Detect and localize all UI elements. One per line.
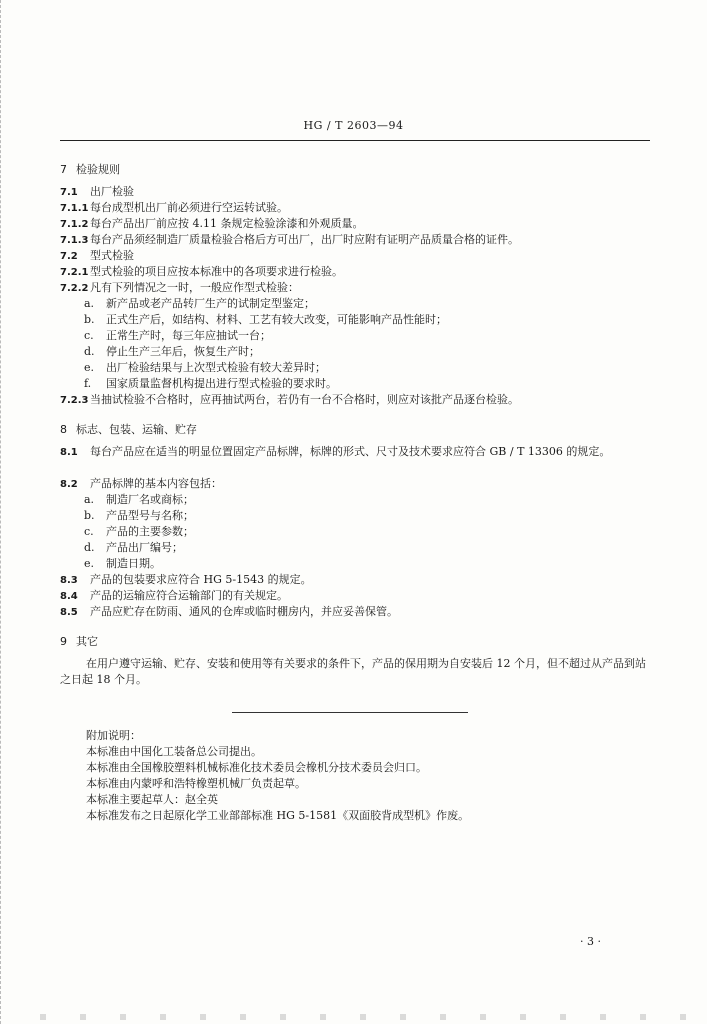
additional-notes (86, 728, 646, 824)
note-line: 本标准由全国橡胶塑料机械标准化技术委员会橡机分技术委员会归口。 (86, 761, 427, 774)
list-item: d. 停止生产三年后，恢复生产时； (84, 345, 260, 358)
section-9-heading: 9 其它 (60, 635, 98, 648)
clause-8-2: 8.2 产品标牌的基本内容包括： (60, 477, 222, 490)
clause-7-2-3: 7.2.3 当抽试检验不合格时，应再抽试两台，若仍有一台不合格时，则应对该批产品逐台检验。 (60, 393, 519, 406)
list-item: f. 国家质量监督机构提出进行型式检验的要求时。 (84, 377, 337, 390)
list-item: c. 正常生产时，每三年应抽试一台； (84, 329, 271, 342)
section-8-heading: 8 标志、包装、运输、贮存 (60, 423, 197, 436)
clause-8-1: 8.1 每台产品应在适当的明显位置固定产品标牌，标牌的形式、尺寸及技术要求应符合 GB / T 13306 的规定。 (60, 445, 611, 458)
notes-divider (232, 712, 468, 713)
note-line: 本标准发布之日起原化学工业部部标准 HG 5-1581《双面胶背成型机》作废。 (86, 809, 470, 822)
clause-7-1-2: 7.1.2 每台产品出厂前应按 4.11 条规定检验涂漆和外观质量。 (60, 217, 364, 230)
clause-7-1-1: 7.1.1 每台成型机出厂前必须进行空运转试验。 (60, 201, 288, 214)
document-body (60, 152, 650, 688)
list-item: a. 新产品或老产品转厂生产的试制定型鉴定； (84, 297, 315, 310)
clause-7-1: 7.1 出厂检验 (60, 185, 134, 198)
clause-7-2-1: 7.2.1 型式检验的项目应按本标准中的各项要求进行检验。 (60, 265, 343, 278)
section-9-paragraph: 在用户遵守运输、贮存、安装和使用等有关要求的条件下，产品的保用期为自安装后 12 个月，但不超过从产品到站之日起 18 个月。 (60, 657, 646, 686)
scan-artifact (40, 1014, 690, 1020)
clause-7-2: 7.2 型式检验 (60, 249, 134, 262)
clause-8-3: 8.3 产品的包装要求应符合 HG 5-1543 的规定。 (60, 573, 312, 586)
list-item: b. 正式生产后，如结构、材料、工艺有较大改变，可能影响产品性能时； (84, 313, 447, 326)
note-line: 本标准主要起草人：赵全英 (86, 793, 218, 806)
list-item: b. 产品型号与名称； (84, 509, 194, 522)
list-item: d. 产品出厂编号； (84, 541, 183, 554)
page-number: · 3 · (580, 935, 601, 948)
page-header: HG / T 2603—94 (303, 119, 404, 132)
list-item: c. 产品的主要参数； (84, 525, 194, 538)
list-item: e. 出厂检验结果与上次型式检验有较大差异时； (84, 361, 326, 374)
note-line: 本标准由中国化工装备总公司提出。 (86, 745, 262, 758)
note-line: 本标准由内蒙呼和浩特橡塑机械厂负责起草。 (86, 777, 306, 790)
clause-7-1-3: 7.1.3 每台产品须经制造厂质量检验合格后方可出厂，出厂时应附有证明产品质量合格的证件。 (60, 233, 519, 246)
list-item: a. 制造厂名或商标； (84, 493, 194, 506)
section-7-heading: 7 检验规则 (60, 163, 120, 176)
list-item: e. 制造日期。 (84, 557, 161, 570)
scan-edge (0, 0, 5, 1024)
clause-7-2-2: 7.2.2 凡有下列情况之一时，一般应作型式检验： (60, 281, 299, 294)
notes-title: 附加说明： (86, 729, 141, 742)
header-rule (60, 140, 650, 141)
clause-8-4: 8.4 产品的运输应符合运输部门的有关规定。 (60, 589, 288, 602)
clause-8-5: 8.5 产品应贮存在防雨、通风的仓库或临时棚房内，并应妥善保管。 (60, 605, 398, 618)
